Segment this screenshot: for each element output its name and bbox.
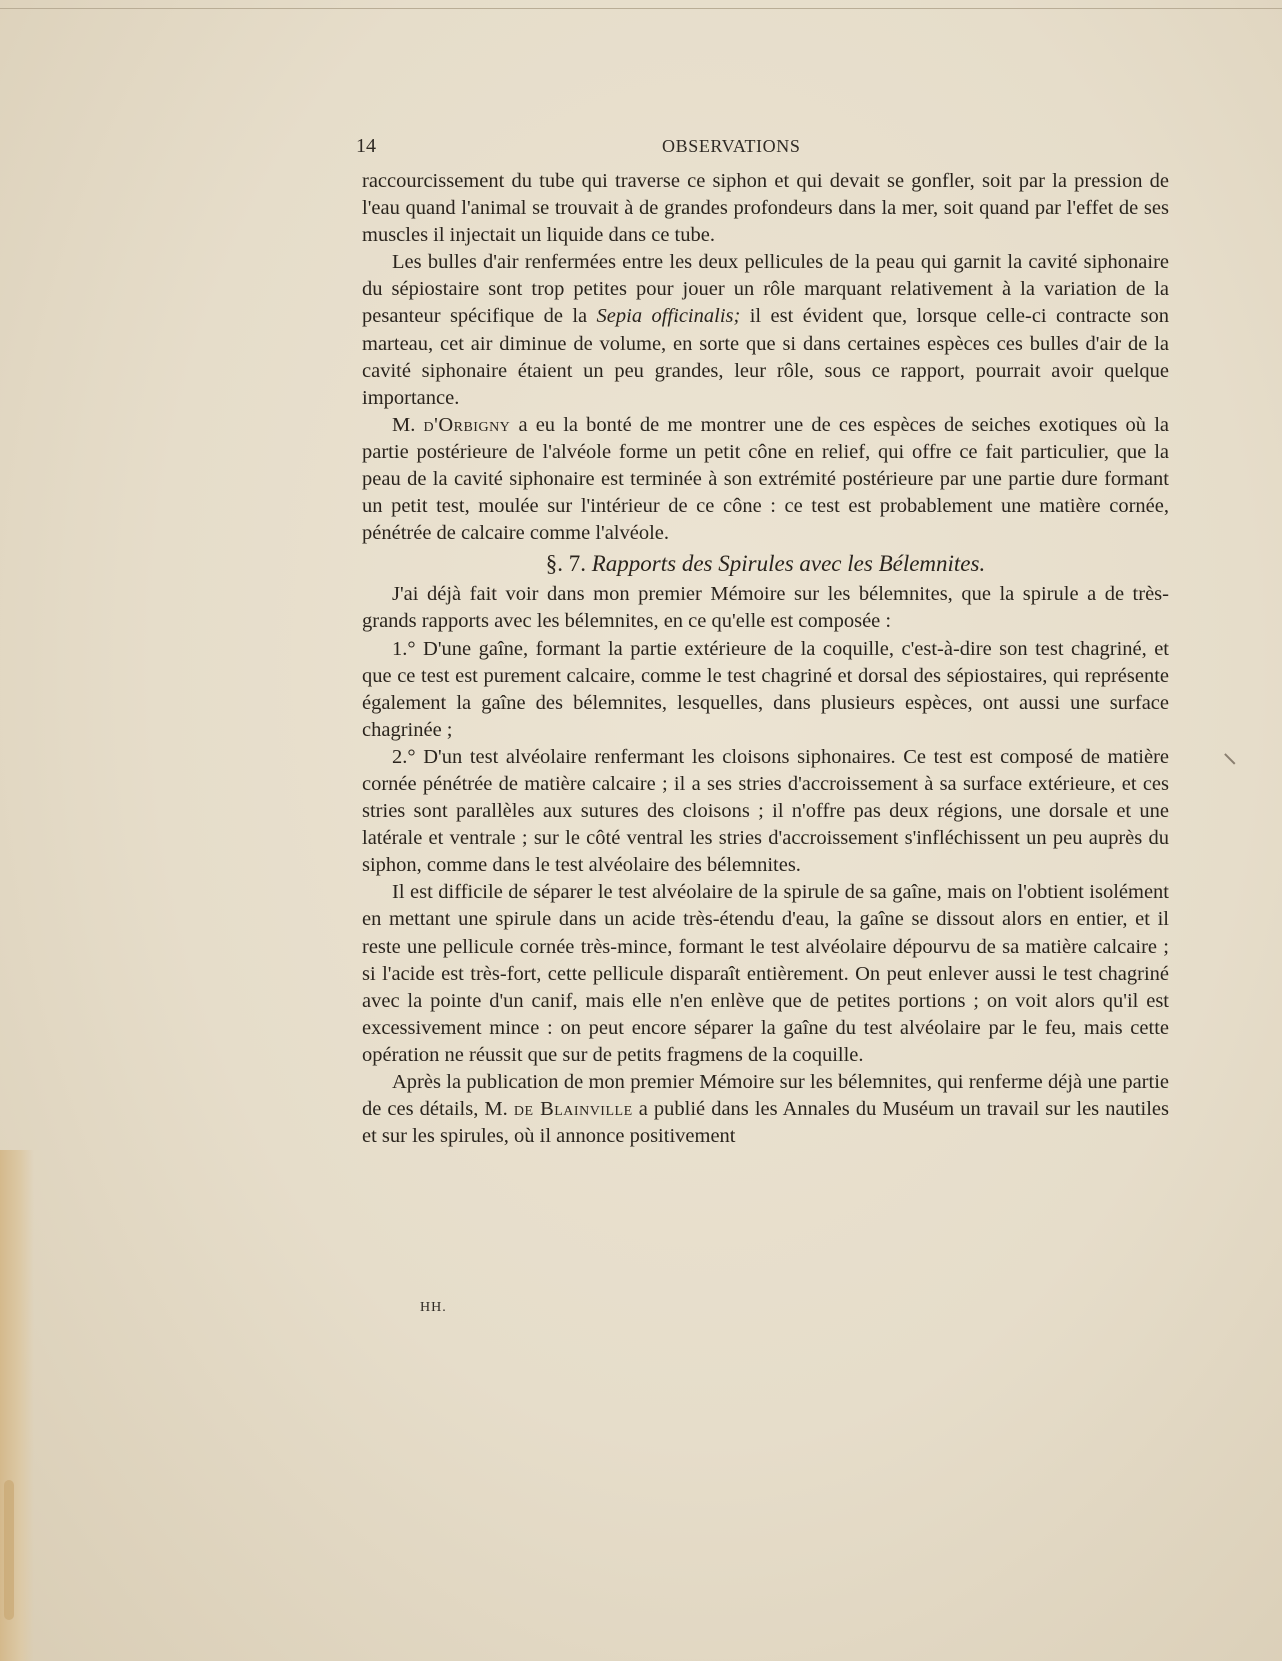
paper-stain bbox=[0, 1150, 34, 1661]
body-text bbox=[362, 168, 1169, 1150]
paragraph-separation bbox=[362, 879, 1169, 1069]
section-heading bbox=[362, 547, 1169, 581]
paragraph-text: a publié dans les Annales du Muséum un travail sur les nautiles et sur les spirules, où il annonce positivement bbox=[362, 1098, 1170, 1148]
page-number: 14 bbox=[356, 135, 376, 157]
paragraph-text: Après la publication de mon premier Mémoire sur les bélemnites, qui renferme déjà une partie de ces détails, M. bbox=[362, 1071, 1169, 1121]
section-title: Rapports des Spirules avec les Bélemnites. bbox=[591, 551, 986, 577]
paragraph-orbigny bbox=[362, 412, 1169, 547]
gathering-signature: HH. bbox=[420, 1300, 447, 1315]
author-name: d'Orbigny bbox=[423, 413, 511, 436]
paragraph-text: J'ai déjà fait voir dans mon premier Mémoire sur les bélemnites, que la spirule a de très-grands rapports avec les bélemnites, en ce qu'elle est composée : bbox=[362, 583, 1169, 633]
running-head bbox=[356, 133, 916, 159]
paragraph-text: 1.° D'une gaîne, formant la partie extérieure de la coquille, c'est-à-dire son test chagriné, et que ce test est purement calcaire, comme le test chagriné et dorsal des sépiostaires, qui représente également la gaîne des bélemnites, lesquelles, dans plusieurs espèces, ont aussi une surface chagrinée ; bbox=[362, 637, 1169, 741]
paragraph-blainville bbox=[362, 1069, 1169, 1150]
running-title: OBSERVATIONS bbox=[662, 136, 801, 156]
paragraph-item-1 bbox=[362, 636, 1169, 744]
page-edge-rule bbox=[0, 8, 1282, 9]
paragraph-text: raccourcissement du tube qui traverse ce siphon et qui devait se gonfler, soit par la pression de l'eau quand l'animal se trouvait à de grandes profondeurs dans la mer, soit quand par l'effet de ses muscles il injectait un liquide dans ce tube. bbox=[362, 170, 1169, 247]
paragraph-text: a eu la bonté de me montrer une de ces espèces de seiches exotiques où la partie postérieure de l'alvéole forme un petit cône en relief, qui offre ce fait particulier, que la peau de la cavité siphonaire est terminée à son extrémité postérieure par une partie dure formant un petit test, moulée sur l'intérieur de ce cône : ce test est probablement une matière cornée, pénétrée de calcaire comme l'alvéole. bbox=[362, 413, 1169, 545]
stain-blot bbox=[4, 1480, 14, 1620]
paragraph-text: 2.° D'un test alvéolaire renfermant les cloisons siphonaires. Ce test est composé de matière cornée pénétrée de matière calcaire ; il a ses stries d'accroissement à sa surface extérieure, et ces stries sont parallèles aux sutures des cloisons ; il n'offre pas deux régions, une dorsale et une latérale et ventrale ; sur le côté ventral les stries d'accroissement s'infléchissent un peu auprès du siphon, comme dans le test alvéolaire des bélemnites. bbox=[362, 745, 1169, 877]
paragraph-text: il est évident que, lorsque celle-ci contracte son marteau, cet air diminue de volume, en sorte que si dans certaines espèces ces bulles d'air de la cavité siphonaire étaient un peu grandes, leur rôle, sous ce rapport, pourrait avoir quelque importance. bbox=[362, 305, 1170, 409]
paragraph-text: M. bbox=[392, 413, 424, 436]
paragraph-continued bbox=[362, 168, 1169, 249]
paragraph-intro bbox=[362, 581, 1169, 635]
paragraph-text: Les bulles d'air renfermées entre les deux pellicules de la peau qui garnit la cavité siphonaire du sépiostaire sont trop petites pour jouer un rôle marquant relativement à la variation de la pesanteur spécifique de la bbox=[362, 251, 1169, 328]
paragraph-text: Il est difficile de séparer le test alvéolaire de la spirule de sa gaîne, mais on l'obtient isolément en mettant une spirule dans un acide très-étendu d'eau, la gaîne se dissout alors en entier, et il reste une pellicule cornée très-mince, formant le test alvéolaire dépourvu de sa matière calcaire ; si l'acide est très-fort, cette pellicule disparaît entièrement. On peut enlever aussi le test chagriné avec la pointe d'un canif, mais elle n'en enlève que de petites portions ; on voit alors qu'il est excessivement mince : on peut encore séparer la gaîne du test alvéolaire par le feu, mais cette opération ne réussit que sur de petits fragmens de la coquille. bbox=[362, 881, 1169, 1066]
paragraph-air-bubbles bbox=[362, 249, 1169, 412]
species-name: Sepia officinalis; bbox=[596, 305, 741, 328]
author-name: de Blainville bbox=[513, 1098, 633, 1121]
section-number: §. 7. bbox=[545, 551, 586, 577]
margin-mark bbox=[1225, 753, 1236, 764]
paragraph-item-2 bbox=[362, 744, 1169, 879]
